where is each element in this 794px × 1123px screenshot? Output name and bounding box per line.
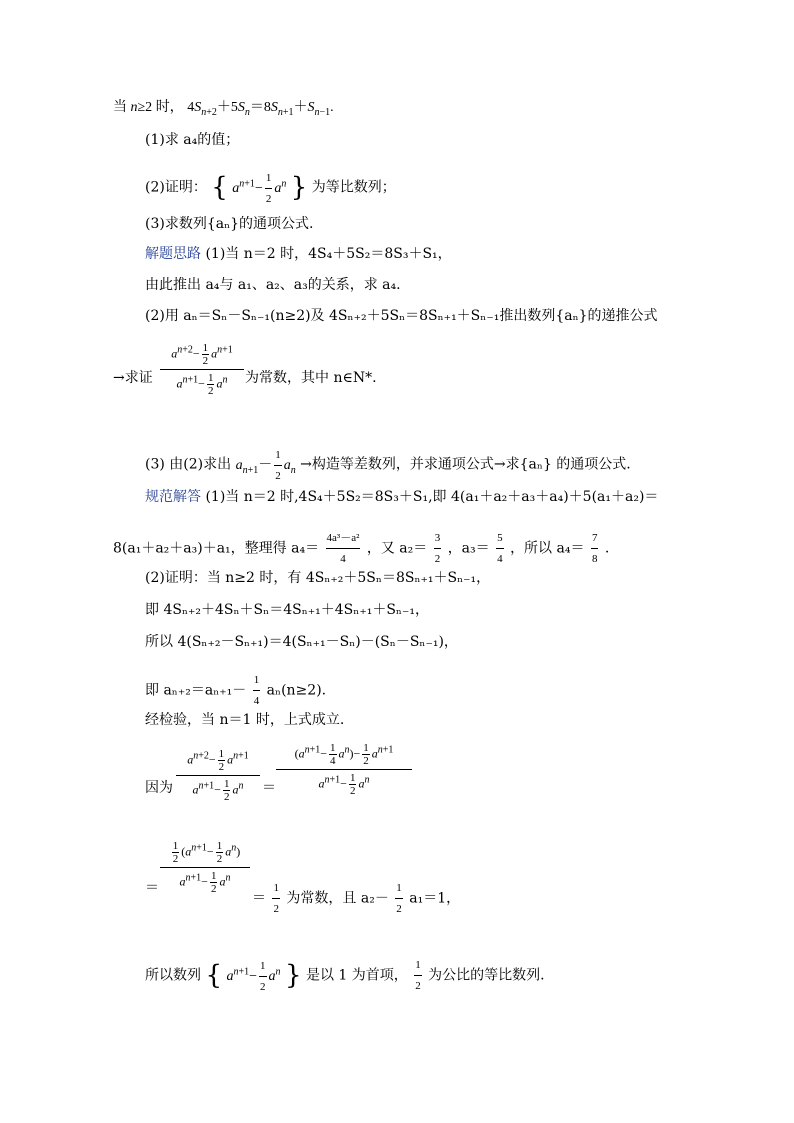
proof-line-4: 即 aₙ₊₂＝aₙ₊₁－ $\frac{1}{4}$ aₙ(n≥2). bbox=[145, 670, 326, 711]
proof-line-5: 经检验，当 n＝1 时，上式成立. bbox=[145, 712, 345, 728]
fraction-a4: $\frac{7}{8}$ bbox=[591, 528, 599, 569]
analysis-line-1: 解题思路 (1)当 n＝2 时，4S₄＋5S₂＝8S₃＋S₁， bbox=[145, 246, 452, 262]
fraction-a3: $\frac{5}{4}$ bbox=[496, 528, 504, 569]
proof-line-2: 即 4Sₙ₊₂＋4Sₙ＋Sₙ＝4Sₙ₊₁＋4Sₙ₊₁＋Sₙ₋₁， bbox=[145, 602, 429, 618]
equals-sign-1: ＝ bbox=[262, 780, 276, 796]
fraction-half: $\frac{1}{2}$ bbox=[265, 168, 273, 209]
conclusion-line: 所以数列 { $a^{n+1}-$ $\frac{1}{2}$ $a^n$ } 是以 1 为首项， $\frac{1}{2}$ 为公比的等比数列. bbox=[145, 955, 545, 997]
condition-line: 当 n≥2 时， $4S_{n+2}+5S_n=8S_{n+1}+S_{n-1}$. bbox=[113, 100, 334, 118]
solution-line-1: 规范解答 (1)当 n＝2 时,4S₄＋5S₂＝8S₃＋S₁,即 4(a₁＋a₂＋a₃＋a₄)＋5(a₁＋a₂)＝ bbox=[145, 489, 659, 505]
analysis-line-3: (2)用 aₙ＝Sₙ－Sₙ₋₁(n≥2)及 4Sₙ₊₂＋5Sₙ＝8Sₙ₊₁＋Sₙ₋₁推出数列{aₙ}的递推公式 bbox=[145, 308, 658, 324]
proof-line-3: 所以 4(Sₙ₊₂－Sₙ₊₁)＝4(Sₙ₊₁－Sₙ)－(Sₙ－Sₙ₋₁)， bbox=[145, 634, 458, 650]
question-3: (3)求数列{aₙ}的通项公式. bbox=[145, 216, 314, 232]
question-1: (1)求 a₄的值； bbox=[145, 132, 240, 148]
analysis-line-4-suffix: 为常数，其中 n∈N*. bbox=[245, 370, 377, 386]
ratio-fraction-1: $a^{n+2}-$ $\frac{1}{2}$ $a^{n+1}$ $a^{n+1}-$ $\frac{1}{2}$ $a^n$ bbox=[160, 342, 244, 397]
analysis-line-4: →求证 bbox=[113, 370, 153, 386]
solution-line-2: 8(a₁＋a₂＋a₃)＋a₁，整理得 a₄＝ $\frac{\text{4a³－a²}}{4}$ ，又 a₂＝ $\frac{3}{2}$ ，a₃＝ $\frac{5}{4}$ ，所以 a₄＝ $\frac{7}{8}$ . bbox=[113, 528, 609, 569]
ratio-fraction-2: $a^{n+2}-$ $\frac{1}{2}$ $a^{n+1}$ $a^{n+1}-$ $\frac{1}{2}$ $a^n$ bbox=[176, 748, 260, 803]
ratio-fraction-3: ($a^{n+1}-$ $\frac{1}{4}$ $a^n)-$ $\frac{1}{2}$ $a^{n+1}$ $a^{n+1}-$ $\frac{1}{2}$ $a^n$ bbox=[276, 742, 412, 797]
analysis-label: 解题思路 bbox=[145, 246, 201, 262]
equals-sign-2: ＝ bbox=[145, 880, 159, 896]
analysis-line-5: (3) 由(2)求出 $a_{n+1}-$ $\frac{1}{2}$ $a_n$ →构造等差数列，并求通项公式→求{aₙ} 的通项公式. bbox=[145, 445, 631, 486]
proof-line-1: (2)证明：当 n≥2 时，有 4Sₙ₊₂＋5Sₙ＝8Sₙ₊₁＋Sₙ₋₁， bbox=[145, 570, 491, 586]
proof-line-6-prefix: 因为 bbox=[145, 780, 173, 796]
solution-label: 规范解答 bbox=[145, 489, 201, 505]
fraction-a2: $\frac{3}{2}$ bbox=[434, 528, 442, 569]
fraction-quarter: $\frac{1}{4}$ bbox=[253, 670, 261, 711]
question-2: (2)证明： { $a^{n+1}-$ $\frac{1}{2}$ $a^n$ } 为等比数列； bbox=[145, 168, 396, 209]
proof-line-7: ＝ $\frac{1}{2}$ 为常数，且 a₂－ $\frac{1}{2}$ a₁＝1， bbox=[252, 878, 460, 919]
analysis-line-2: 由此推出 a₄与 a₁、a₂、a₃的关系，求 a₄. bbox=[145, 277, 401, 293]
ratio-fraction-4: $\frac{1}{2}$ ($a^{n+1}-$ $\frac{1}{2}$ $a^n$) $a^{n+1}-$ $\frac{1}{2}$ $a^n$ bbox=[160, 840, 250, 895]
fraction-a4-expr: $\frac{\text{4a³－a²}}{4}$ bbox=[326, 528, 361, 569]
